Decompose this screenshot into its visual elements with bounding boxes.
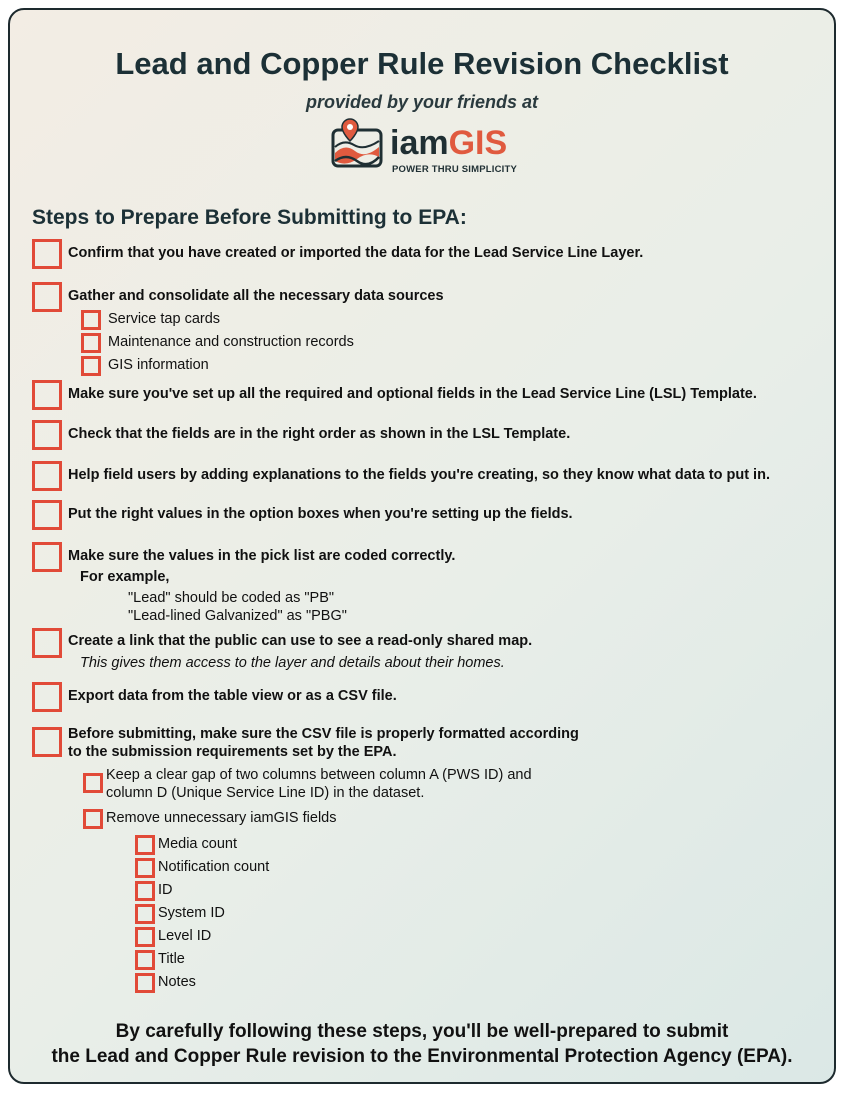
field-name: Level ID [158, 928, 212, 944]
item-text: Make sure the values in the pick list are coded correctly. [68, 548, 456, 564]
checkbox[interactable] [32, 628, 62, 658]
item-note: This gives them access to the layer and details about their homes. [80, 655, 505, 671]
checkbox[interactable] [32, 682, 62, 712]
logo-wordmark [390, 123, 507, 163]
item-text: Export data from the table view or as a CSV file. [68, 688, 397, 704]
sub-item-text: Remove unnecessary iamGIS fields [106, 810, 337, 826]
checkbox[interactable] [32, 542, 62, 572]
sub-item-text-line1: Keep a clear gap of two columns between column A (PWS ID) and [106, 767, 532, 783]
checkbox[interactable] [32, 500, 62, 530]
field-name: System ID [158, 905, 225, 921]
sub-checkbox[interactable] [83, 773, 103, 793]
example-line: "Lead-lined Galvanized" as "PBG" [128, 608, 347, 624]
checkbox[interactable] [32, 239, 62, 269]
item-text-line2: to the submission requirements set by the EPA. [68, 744, 397, 760]
field-checkbox[interactable] [135, 835, 155, 855]
checkbox[interactable] [32, 461, 62, 491]
field-name: Media count [158, 836, 237, 852]
sub-item-text: GIS information [108, 357, 209, 373]
sub-checkbox[interactable] [81, 310, 101, 330]
field-checkbox[interactable] [135, 881, 155, 901]
field-name: ID [158, 882, 173, 898]
footer-line2: the Lead and Copper Rule revision to the Environmental Protection Agency (EPA). [51, 1046, 793, 1067]
page-subtitle: provided by your friends at [305, 92, 539, 112]
logo-tagline: POWER THRU SIMPLICITY [392, 164, 518, 175]
checkbox[interactable] [32, 420, 62, 450]
item-text: Help field users by adding explanations to the fields you're creating, so they know what data to put in. [68, 467, 770, 483]
checklist-page [8, 8, 836, 1084]
map-pin-wave-icon [330, 117, 386, 171]
section-title: Steps to Prepare Before Submitting to EPA: [32, 206, 467, 229]
item-text: Check that the fields are in the right order as shown in the LSL Template. [68, 426, 571, 442]
sub-checkbox[interactable] [83, 809, 103, 829]
iamgis-logo [330, 117, 530, 179]
item-text: Gather and consolidate all the necessary data sources [68, 288, 444, 304]
item-text: Create a link that the public can use to see a read-only shared map. [68, 633, 533, 649]
sub-item-text: Service tap cards [108, 311, 221, 327]
footer-line1: By carefully following these steps, you'll be well-prepared to submit [115, 1021, 729, 1042]
sub-item-text: Maintenance and construction records [108, 334, 354, 350]
field-name: Title [158, 951, 185, 967]
sub-checkbox[interactable] [81, 356, 101, 376]
logo-word-gis: GIS [448, 124, 508, 162]
field-name: Notes [158, 974, 196, 990]
checkbox[interactable] [32, 380, 62, 410]
example-line: "Lead" should be coded as "PB" [128, 590, 335, 606]
item-text: Make sure you've set up all the required and optional fields in the Lead Service Line (LSL) Template. [68, 386, 757, 402]
checkbox[interactable] [32, 727, 62, 757]
sub-item-text-line2: column D (Unique Service Line ID) in the dataset. [106, 785, 425, 801]
checkbox[interactable] [32, 282, 62, 312]
logo-word-iam: iam [390, 124, 449, 162]
field-checkbox[interactable] [135, 858, 155, 878]
sub-checkbox[interactable] [81, 333, 101, 353]
field-checkbox[interactable] [135, 973, 155, 993]
field-checkbox[interactable] [135, 950, 155, 970]
item-text: Confirm that you have created or imported the data for the Lead Service Line Layer. [68, 245, 644, 261]
field-checkbox[interactable] [135, 904, 155, 924]
item-text: Put the right values in the option boxes when you're setting up the fields. [68, 506, 573, 522]
example-label: For example, [80, 569, 170, 585]
field-checkbox[interactable] [135, 927, 155, 947]
field-name: Notification count [158, 859, 270, 875]
item-text-line1: Before submitting, make sure the CSV file is properly formatted according [68, 726, 579, 742]
page-title: Lead and Copper Rule Revision Checklist [115, 46, 729, 81]
